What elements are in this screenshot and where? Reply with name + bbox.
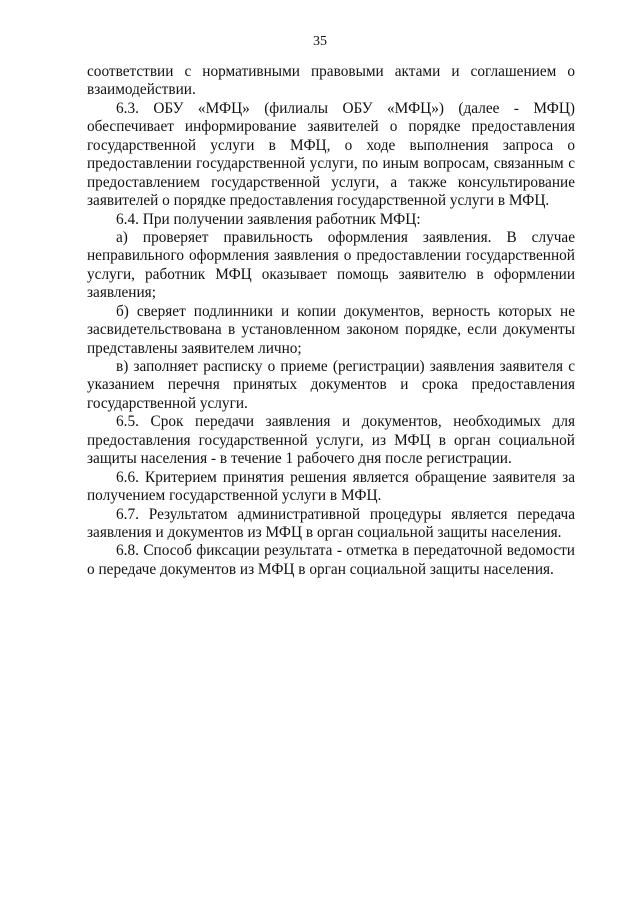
text-line: заявления; [87, 284, 156, 302]
text-line: взаимодействии. [87, 81, 196, 99]
paragraph-6-4-b [87, 303, 575, 358]
paragraph-6-7 [87, 506, 575, 543]
text-line: в) заполняет расписку о приеме (регистрации) заявления заявителя с [116, 358, 575, 375]
page-number: 35 [313, 34, 327, 49]
text-line: представлены заявителем лично; [87, 339, 302, 357]
text-line: неправильного оформления заявления о предоставлении государственной [87, 247, 575, 265]
text-line: заявителей о порядке предоставления государственной услуги в МФЦ. [87, 192, 550, 210]
paragraph-cont-6-2 [87, 63, 575, 100]
text-line: защиты населения - в течение 1 рабочего дня после регистрации. [87, 450, 512, 468]
text-line: обеспечивает информирование заявителей о порядке предоставления [87, 118, 575, 136]
text-line: соответствии с нормативными правовыми актами и соглашением о [87, 63, 575, 80]
paragraph-6-5 [87, 413, 575, 468]
text-line: получением государственной услуги в МФЦ. [87, 487, 382, 505]
text-line: 6.5. Срок передачи заявления и документов, необходимых для [116, 413, 575, 431]
text-line: а) проверяет правильность оформления заявления. В случае [116, 228, 575, 246]
paragraph-6-8 [87, 542, 575, 579]
text-line: государственной услуги в МФЦ, о ходе выполнения запроса о [87, 136, 575, 154]
paragraph-6-4 [87, 211, 575, 229]
text-line: б) сверяет подлинники и копии документов, верность которых не [116, 302, 575, 320]
text-line: 6.7. Результатом административной процедуры является передача [116, 505, 575, 523]
text-line: предоставлении государственной услуги, по иным вопросам, связанным с [87, 155, 575, 173]
text-line: засвидетельствована в установленном законом порядке, если документы [87, 321, 575, 339]
text-line: 6.8. Способ фиксации результата - отметка в передаточной ведомости [116, 542, 575, 560]
text-line: государственной услуги. [87, 394, 248, 412]
paragraph-6-4-v [87, 358, 575, 413]
text-line: указанием перечня принятых документов и срока предоставления [87, 376, 575, 394]
text-line: 6.4. При получении заявления работник МФЦ: [116, 210, 421, 228]
text-line: о передаче документов из МФЦ в орган социальной защиты населения. [87, 560, 554, 578]
paragraph-6-3 [87, 100, 575, 211]
text-line: предоставления государственной услуги, из МФЦ в орган социальной [87, 431, 575, 449]
text-line: 6.6. Критерием принятия решения является обращение заявителя за [116, 468, 575, 486]
document-body [87, 63, 575, 579]
text-line: предоставлением государственной услуги, а также консультирование [87, 173, 575, 191]
text-line: заявления и документов из МФЦ в орган социальной защиты населения. [87, 523, 562, 541]
text-line: 6.3. ОБУ «МФЦ» (филиалы ОБУ «МФЦ») (далее - МФЦ) [116, 99, 575, 117]
paragraph-6-4-a [87, 229, 575, 303]
paragraph-6-6 [87, 469, 575, 506]
text-line: услуги, работник МФЦ оказывает помощь заявителю в оформлении [87, 265, 575, 283]
